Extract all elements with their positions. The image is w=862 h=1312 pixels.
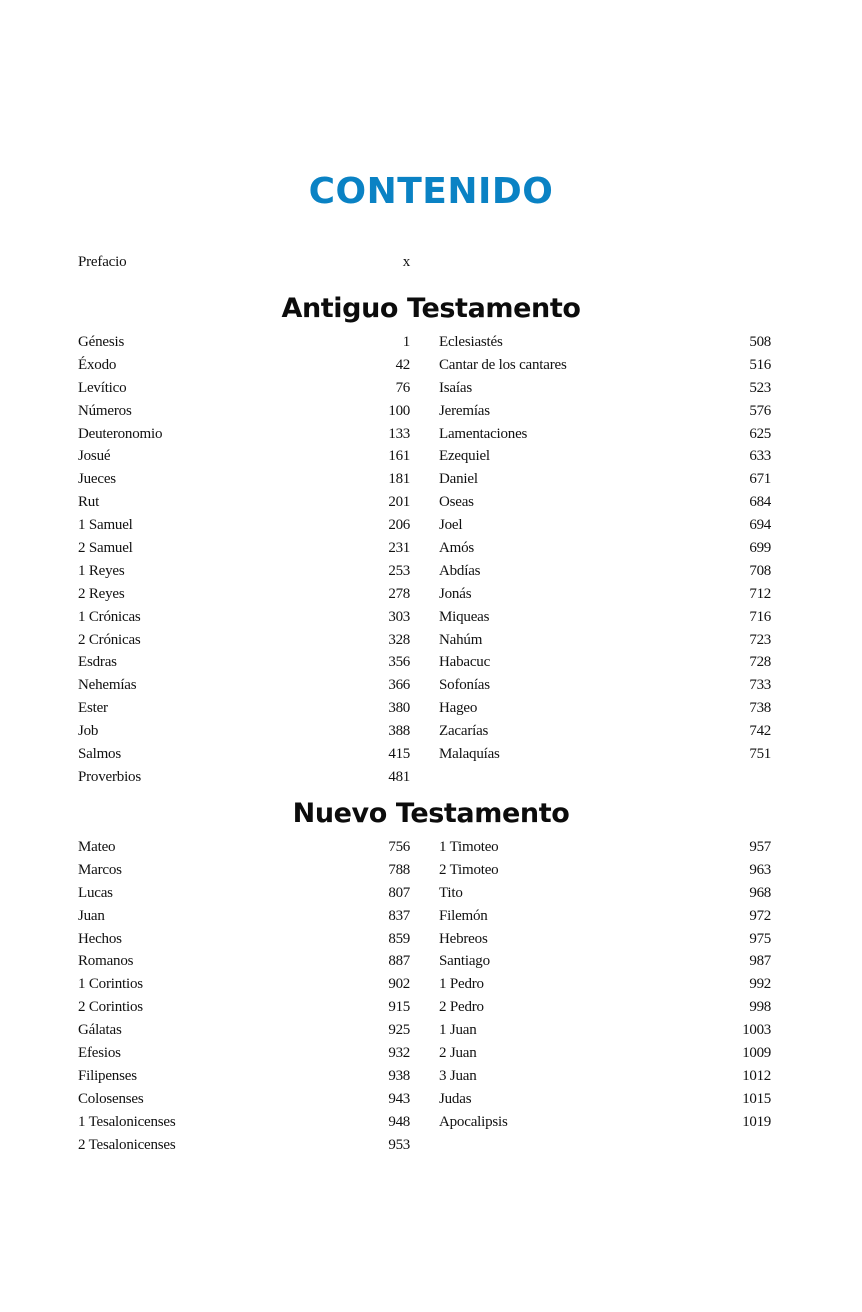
toc-entry[interactable] [78, 1065, 410, 1088]
page-number: 902 [388, 976, 410, 993]
book-name: Levítico [78, 379, 127, 396]
page-number: 161 [388, 448, 410, 465]
toc-entry[interactable] [78, 331, 410, 354]
page-number: 751 [749, 745, 771, 762]
page-number: 938 [388, 1067, 410, 1084]
toc-entry[interactable] [78, 905, 410, 928]
page-number: 699 [749, 539, 771, 556]
page-number: 963 [749, 861, 771, 878]
page-number: 671 [749, 471, 771, 488]
toc-entry[interactable] [78, 1111, 410, 1134]
book-name: Sofonías [439, 677, 490, 694]
book-name: Nahúm [439, 631, 483, 648]
page-number: 508 [749, 333, 771, 350]
page-number: 742 [749, 723, 771, 740]
section-heading-old-testament: Antiguo Testamento [281, 293, 581, 324]
page-number: 837 [388, 907, 410, 924]
book-name: Ezequiel [439, 448, 490, 465]
book-name: 1 Pedro [439, 976, 484, 993]
toc-entry[interactable] [439, 1042, 771, 1065]
book-name: Zacarías [439, 723, 489, 740]
page-number: 925 [388, 1022, 410, 1039]
book-name: Gálatas [78, 1022, 122, 1039]
book-name: Hebreos [439, 930, 488, 947]
toc-entry[interactable] [439, 331, 771, 354]
toc-entry[interactable] [439, 928, 771, 951]
page-number: 932 [388, 1044, 410, 1061]
book-name: Isaías [439, 379, 472, 396]
page-number: 278 [388, 585, 410, 602]
toc-entry[interactable] [439, 996, 771, 1019]
book-name: 1 Tesalonicenses [78, 1113, 176, 1130]
page-number: 1 [402, 333, 410, 350]
book-name: Lucas [78, 884, 113, 901]
toc-entry[interactable] [78, 468, 410, 491]
toc-entry[interactable] [439, 1065, 771, 1088]
book-name: 2 Juan [439, 1044, 477, 1061]
page-number: 206 [388, 517, 410, 534]
book-name: 1 Reyes [78, 562, 125, 579]
page-number: 516 [749, 356, 771, 373]
new-testament-list-right [439, 836, 771, 1134]
toc-entry[interactable] [78, 400, 410, 423]
toc-entry[interactable] [78, 1088, 410, 1111]
toc-entry[interactable] [78, 491, 410, 514]
book-name: Hechos [78, 930, 122, 947]
book-name: Eclesiastés [439, 333, 503, 350]
book-name: Cantar de los cantares [439, 356, 567, 373]
entry-label: Prefacio [78, 253, 127, 270]
book-name: Jueces [78, 471, 116, 488]
book-name: 3 Juan [439, 1067, 477, 1084]
page-number: 133 [388, 425, 410, 442]
toc-entry[interactable] [78, 629, 410, 652]
toc-entry[interactable] [439, 491, 771, 514]
toc-entry[interactable] [78, 1042, 410, 1065]
book-name: 2 Pedro [439, 999, 484, 1016]
book-name: Abdías [439, 562, 481, 579]
page-title: CONTENIDO [308, 171, 554, 212]
toc-entry[interactable] [78, 996, 410, 1019]
book-name: Filemón [439, 907, 488, 924]
page-number: 328 [388, 631, 410, 648]
toc-entry[interactable] [439, 950, 771, 973]
book-name: 2 Corintios [78, 999, 143, 1016]
toc-entry[interactable] [78, 560, 410, 583]
page-number: 716 [749, 608, 771, 625]
toc-entry[interactable] [439, 606, 771, 629]
page-number: 633 [749, 448, 771, 465]
book-name: 1 Juan [439, 1022, 477, 1039]
toc-entry-preface[interactable] [78, 251, 410, 274]
page-number: 756 [388, 838, 410, 855]
book-name: Miqueas [439, 608, 490, 625]
toc-entry[interactable] [78, 973, 410, 996]
page-number: 948 [388, 1113, 410, 1130]
toc-entry[interactable] [439, 468, 771, 491]
toc-entry[interactable] [439, 859, 771, 882]
toc-entry[interactable] [439, 720, 771, 743]
book-name: Números [78, 402, 132, 419]
toc-entry[interactable] [439, 651, 771, 674]
page-number: 366 [388, 677, 410, 694]
toc-entry[interactable] [439, 423, 771, 446]
toc-entry[interactable] [78, 537, 410, 560]
toc-entry[interactable] [78, 928, 410, 951]
page-number: 388 [388, 723, 410, 740]
page-number: 181 [388, 471, 410, 488]
book-name: Marcos [78, 861, 122, 878]
book-name: Colosenses [78, 1090, 144, 1107]
toc-entry[interactable] [439, 583, 771, 606]
page-number: 1009 [742, 1044, 771, 1061]
page-number: 943 [388, 1090, 410, 1107]
toc-entry[interactable] [439, 674, 771, 697]
page-number: 576 [749, 402, 771, 419]
toc-entry[interactable] [439, 1019, 771, 1042]
page-number: 733 [749, 677, 771, 694]
book-name: Apocalipsis [439, 1113, 508, 1130]
page-number: 788 [388, 861, 410, 878]
page-number: 968 [749, 884, 771, 901]
toc-entry[interactable] [78, 859, 410, 882]
toc-entry[interactable] [78, 674, 410, 697]
book-name: Esdras [78, 654, 117, 671]
toc-entry[interactable] [439, 514, 771, 537]
page-number: 380 [388, 700, 410, 717]
book-name: Filipenses [78, 1067, 137, 1084]
toc-entry[interactable] [439, 973, 771, 996]
toc-entry[interactable] [78, 651, 410, 674]
book-name: Juan [78, 907, 105, 924]
toc-entry[interactable] [78, 950, 410, 973]
book-name: Oseas [439, 494, 474, 511]
book-name: Proverbios [78, 768, 141, 785]
book-name: Santiago [439, 953, 490, 970]
toc-entry[interactable] [78, 766, 410, 789]
book-name: Mateo [78, 838, 116, 855]
page-number: 684 [749, 494, 771, 511]
page-number: 415 [388, 745, 410, 762]
page-number: 987 [749, 953, 771, 970]
book-name: Jeremías [439, 402, 490, 419]
page-number: 1015 [742, 1090, 771, 1107]
toc-entry[interactable] [439, 697, 771, 720]
toc-entry[interactable] [78, 445, 410, 468]
toc-entry[interactable] [78, 743, 410, 766]
page-number: 807 [388, 884, 410, 901]
book-name: Amós [439, 539, 475, 556]
page-number: 100 [388, 402, 410, 419]
toc-entry[interactable] [439, 743, 771, 766]
book-name: Génesis [78, 333, 125, 350]
book-name: 1 Corintios [78, 976, 143, 993]
book-name: Ester [78, 700, 108, 717]
book-name: Hageo [439, 700, 478, 717]
page-number: 738 [749, 700, 771, 717]
toc-entry[interactable] [78, 354, 410, 377]
book-name: 2 Samuel [78, 539, 133, 556]
page-number: 523 [749, 379, 771, 396]
page-number: 76 [395, 379, 410, 396]
section-heading-new-testament: Nuevo Testamento [292, 798, 570, 829]
page-number: 972 [749, 907, 771, 924]
toc-entry[interactable] [439, 836, 771, 859]
page-number: 723 [749, 631, 771, 648]
toc-entry[interactable] [78, 423, 410, 446]
page-number: 1003 [742, 1022, 771, 1039]
toc-entry[interactable] [78, 606, 410, 629]
book-name: Rut [78, 494, 100, 511]
entry-page-number: x [402, 253, 410, 270]
book-name: Job [78, 723, 99, 740]
page-number: 887 [388, 953, 410, 970]
book-name: Daniel [439, 471, 478, 488]
page-number: 728 [749, 654, 771, 671]
toc-entry[interactable] [439, 445, 771, 468]
page-number: 953 [388, 1136, 410, 1153]
page-number: 253 [388, 562, 410, 579]
page-number: 303 [388, 608, 410, 625]
toc-entry[interactable] [78, 836, 410, 859]
book-name: Lamentaciones [439, 425, 528, 442]
toc-entry[interactable] [439, 537, 771, 560]
book-name: 2 Reyes [78, 585, 125, 602]
page-number: 957 [749, 838, 771, 855]
page-number: 694 [749, 517, 771, 534]
book-name: Josué [78, 448, 111, 465]
book-name: Éxodo [78, 356, 117, 373]
page-number: 201 [388, 494, 410, 511]
book-name: Salmos [78, 745, 121, 762]
page-number: 708 [749, 562, 771, 579]
page-number: 625 [749, 425, 771, 442]
toc-entry[interactable] [78, 583, 410, 606]
toc-entry[interactable] [78, 882, 410, 905]
book-name: 1 Crónicas [78, 608, 141, 625]
toc-entry[interactable] [439, 1088, 771, 1111]
toc-entry[interactable] [78, 720, 410, 743]
toc-entry[interactable] [439, 354, 771, 377]
toc-entry[interactable] [439, 882, 771, 905]
book-name: 2 Tesalonicenses [78, 1136, 176, 1153]
page-number: 1019 [742, 1113, 771, 1130]
page-number: 859 [388, 930, 410, 947]
book-name: 2 Crónicas [78, 631, 141, 648]
toc-entry[interactable] [78, 1134, 410, 1157]
book-name: 1 Timoteo [439, 838, 499, 855]
book-name: Malaquías [439, 745, 500, 762]
page-number: 356 [388, 654, 410, 671]
book-name: Efesios [78, 1044, 121, 1061]
page-number: 998 [749, 999, 771, 1016]
book-name: Deuteronomio [78, 425, 163, 442]
toc-entry[interactable] [439, 377, 771, 400]
book-name: Jonás [439, 585, 472, 602]
book-name: Tito [439, 884, 463, 901]
toc-entry[interactable] [439, 905, 771, 928]
new-testament-list-left [78, 836, 410, 1156]
toc-entry[interactable] [78, 377, 410, 400]
book-name: 1 Samuel [78, 517, 133, 534]
page-number: 915 [388, 999, 410, 1016]
page-number: 975 [749, 930, 771, 947]
book-name: Romanos [78, 953, 134, 970]
old-testament-list-right [439, 331, 771, 766]
toc-entry[interactable] [439, 560, 771, 583]
page-number: 992 [749, 976, 771, 993]
toc-entry[interactable] [439, 400, 771, 423]
book-name: 2 Timoteo [439, 861, 499, 878]
book-name: Judas [439, 1090, 472, 1107]
page-number: 1012 [742, 1067, 771, 1084]
toc-entry[interactable] [78, 514, 410, 537]
page-number: 712 [749, 585, 771, 602]
page-number: 42 [395, 356, 410, 373]
page-number: 231 [388, 539, 410, 556]
page-number: 481 [388, 768, 410, 785]
book-name: Nehemías [78, 677, 137, 694]
toc-entry[interactable] [439, 629, 771, 652]
old-testament-list-left [78, 331, 410, 789]
book-name: Habacuc [439, 654, 491, 671]
toc-entry[interactable] [78, 1019, 410, 1042]
book-name: Joel [439, 517, 463, 534]
toc-entry[interactable] [439, 1111, 771, 1134]
toc-entry[interactable] [78, 697, 410, 720]
